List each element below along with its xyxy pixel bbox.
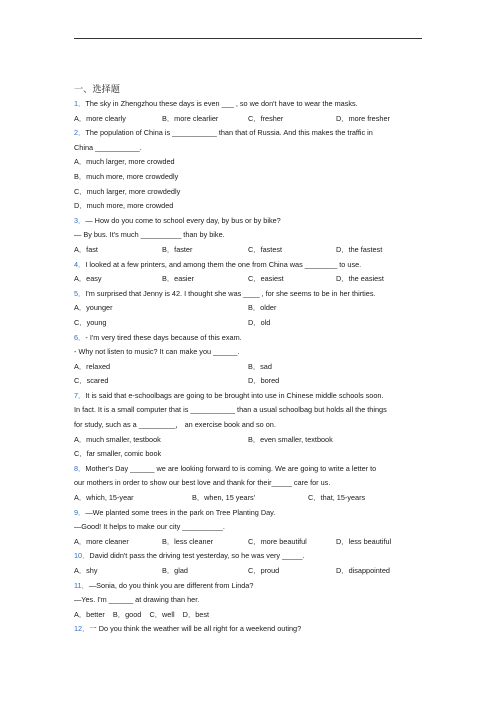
question-text-cont: our mothers in order to show our best love and thank for their_____ care for us. <box>74 478 331 488</box>
question-text: —Sonia, do you think you are different from Linda? <box>88 580 254 590</box>
option-c[interactable]: C．far smaller, comic book <box>74 449 162 459</box>
option-b[interactable]: B．glad <box>162 566 188 575</box>
options-11[interactable]: A．better B．good C．well D．best <box>74 609 210 619</box>
question-7 <box>74 389 424 404</box>
question-number: 2． <box>74 128 86 138</box>
option-a[interactable]: A．relaxed <box>74 361 111 371</box>
options-7-row1 <box>74 433 424 448</box>
option-c[interactable]: C．more beautiful <box>248 536 307 546</box>
options-4 <box>74 272 424 287</box>
option-a[interactable]: A．easy <box>74 274 102 284</box>
question-number: 10． <box>74 551 90 561</box>
option-a[interactable]: A．more clearly <box>74 113 126 123</box>
question-12 <box>74 622 424 637</box>
option-c[interactable]: C．fresher <box>248 113 284 123</box>
question-text: —We planted some trees in the park on Tree Planting Day. <box>85 507 276 517</box>
option-d[interactable]: D．the easiest <box>336 274 384 284</box>
options-9 <box>74 535 424 550</box>
option-c[interactable]: C．scared <box>74 376 109 386</box>
option-a[interactable]: A．younger <box>74 303 113 313</box>
option-b[interactable]: B．easier <box>162 274 195 284</box>
option-a[interactable]: A．much smaller, testbook <box>74 434 161 444</box>
option-d[interactable]: D．bored <box>248 376 280 386</box>
question-text-cont: for study, such as a _________， an exercise book and so on. <box>74 420 276 430</box>
options-8 <box>74 491 424 506</box>
question-number: 6． <box>74 332 86 342</box>
option-b[interactable]: B．much more, more crowdedly <box>74 171 179 181</box>
question-number: 3． <box>74 215 86 225</box>
option-a[interactable]: A．which, 15-year <box>74 493 134 503</box>
question-text-cont: China ___________. <box>74 142 142 152</box>
question-8 <box>74 462 424 477</box>
question-text: I looked at a few printers, and among them the one from China was ________ to use. <box>85 259 362 269</box>
question-1 <box>74 97 424 112</box>
option-a[interactable]: A．more cleaner <box>74 536 129 546</box>
question-4 <box>74 258 424 273</box>
question-number: 5． <box>74 288 86 298</box>
option-d[interactable]: D．less beautiful <box>336 536 392 546</box>
question-11 <box>74 579 424 594</box>
option-b[interactable]: B．faster <box>162 244 193 254</box>
question-text-cont: In fact. It is a small computer that is ___________ than a usual schoolbag but holds all the things <box>74 405 387 415</box>
question-number: 11． <box>74 580 89 590</box>
question-number: 1． <box>74 99 86 108</box>
option-b[interactable]: B．sad <box>248 361 272 371</box>
options-5-row1 <box>74 301 424 316</box>
option-c[interactable]: C．fastest <box>248 244 283 254</box>
question-number: 7． <box>74 390 86 400</box>
question-text-cont: — By bus. It's much __________ than by bike. <box>74 230 225 240</box>
options-10 <box>74 564 424 579</box>
document-body <box>74 83 424 637</box>
options-6-row1 <box>74 360 424 375</box>
option-d[interactable]: D．the fastest <box>336 244 383 254</box>
question-10 <box>74 549 424 564</box>
question-text: — How do you come to school every day, by bus or by bike? <box>85 215 281 225</box>
option-b[interactable]: B．more clearlier <box>162 113 219 123</box>
question-text-cont: —Yes. I'm ______ at drawing than her. <box>74 595 200 605</box>
question-number: 8． <box>74 463 86 473</box>
options-1 <box>74 112 424 127</box>
option-c[interactable]: C．much larger, more crowdedly <box>74 186 181 196</box>
option-b[interactable]: B．even smaller, textbook <box>248 434 333 444</box>
question-text: 一 Do you think the weather will be all right for a weekend outing? <box>89 624 302 634</box>
question-text: - I'm very tired these days because of this exam. <box>85 332 242 342</box>
options-6-row2 <box>74 374 424 389</box>
option-b[interactable]: B．older <box>248 303 277 313</box>
option-b[interactable]: B．less cleaner <box>162 536 214 546</box>
option-a[interactable]: A．fast <box>74 244 98 254</box>
option-a[interactable]: A．much larger, more crowded <box>74 157 175 167</box>
question-5 <box>74 287 424 302</box>
question-number: 4． <box>74 259 86 269</box>
question-text-cont: —Good! It helps to make our city __________. <box>74 522 225 532</box>
question-number: 9． <box>74 507 86 517</box>
question-text: I'm surprised that Jenny is 42. I thought she was ____ , for she seems to be in her thirties. <box>85 288 376 298</box>
options-5-row2 <box>74 316 424 331</box>
question-text: It is said that e-schoolbags are going to be brought into use in Chinese middle schools soon. <box>85 390 384 400</box>
section-title: 一、选择题 <box>74 84 120 94</box>
option-d[interactable]: D．more fresher <box>336 113 390 123</box>
question-3 <box>74 214 424 229</box>
question-9 <box>74 506 424 521</box>
options-3 <box>74 243 424 258</box>
question-2 <box>74 126 424 141</box>
question-text: David didn't pass the driving test yesterday, so he was very _____. <box>89 551 305 561</box>
header-rule <box>74 38 422 39</box>
option-c[interactable]: C．young <box>74 317 107 327</box>
option-d[interactable]: D．old <box>248 317 271 327</box>
option-d[interactable]: D．disappointed <box>336 566 390 575</box>
option-c[interactable]: C．easiest <box>248 274 284 284</box>
option-c[interactable]: C．that, 15-years <box>308 493 366 503</box>
option-c[interactable]: C．proud <box>248 566 280 575</box>
question-text-cont: - Why not listen to music? It can make you ______. <box>74 347 240 357</box>
question-number: 12． <box>74 624 90 634</box>
question-text: The population of China is ___________ than that of Russia. And this makes the traffic in <box>85 128 373 138</box>
option-a[interactable]: A．shy <box>74 566 98 575</box>
question-text: The sky in Zhengzhou these days is even ___ , so we don't have to wear the masks. <box>85 99 358 108</box>
option-b[interactable]: B．when, 15 years' <box>192 493 256 503</box>
question-text: Mother's Day ______ we are looking forward to is coming. We are going to write a letter to <box>85 463 377 473</box>
question-6 <box>74 331 424 346</box>
option-d[interactable]: D．much more, more crowded <box>74 201 174 211</box>
